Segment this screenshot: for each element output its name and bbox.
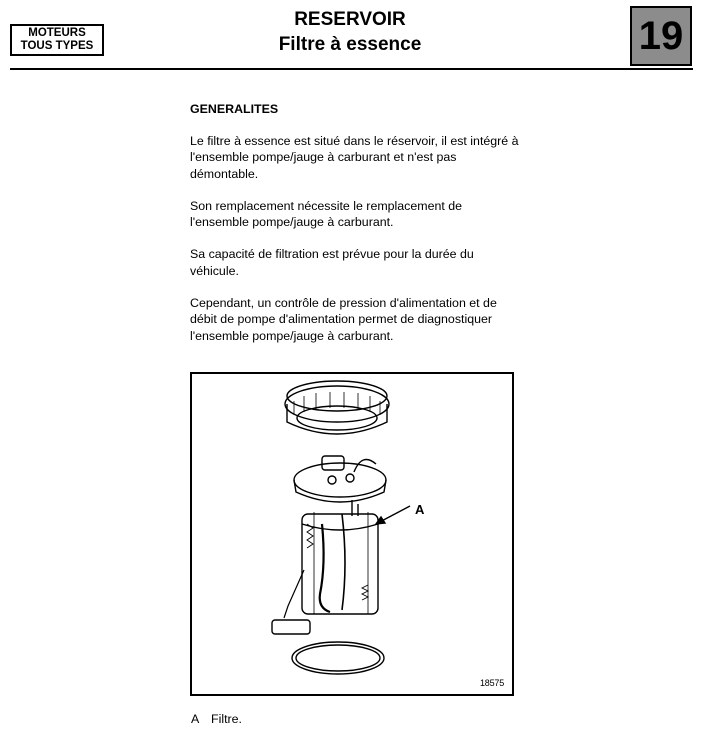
fuel-pump-drawing [192, 374, 512, 694]
pump-gauge-illustration [190, 372, 514, 696]
paragraph-1: Le filtre à essence est situé dans le réservoir, il est intégré à l'ensemble pompe/jauge à carburant et n'est pas démontable. [190, 134, 519, 181]
callout-label: A [415, 502, 425, 517]
figure-reference-code: 18575 [479, 678, 504, 688]
paragraph-4: Cependant, un contrôle de pression d'alimentation et de débit de pompe d'alimentation permet de diagnostiquer l'ensemble pompe/jauge à carburant. [190, 296, 497, 343]
page-subtitle: Filtre à essence [278, 34, 422, 55]
page-title: RESERVOIR [294, 9, 406, 30]
seal-ring-outer [292, 642, 384, 674]
header-divider [10, 68, 693, 70]
pump-body [302, 514, 378, 614]
float-arm [284, 570, 304, 618]
locking-ring-outer [285, 386, 389, 422]
main-content [190, 101, 520, 360]
flange-top [294, 463, 386, 497]
engine-type-box [10, 24, 104, 56]
figure-caption [191, 712, 242, 726]
page-title-block [190, 8, 510, 58]
caption-text: Filtre. [211, 712, 242, 726]
seal-ring-inner [296, 645, 380, 671]
section-number-badge: 19 [630, 6, 692, 66]
paragraph-3: Sa capacité de filtration est prévue pour la durée du véhicule. [190, 247, 474, 278]
engine-type-line2: TOUS TYPES [20, 40, 94, 52]
caption-letter: A [191, 712, 200, 726]
paragraph-2: Son remplacement nécessite le remplacement de l'ensemble pompe/jauge à carburant. [190, 198, 463, 230]
engine-type-line1: MOTEURS [28, 27, 86, 39]
section-heading: GENERALITES [190, 102, 279, 116]
float [272, 620, 310, 634]
